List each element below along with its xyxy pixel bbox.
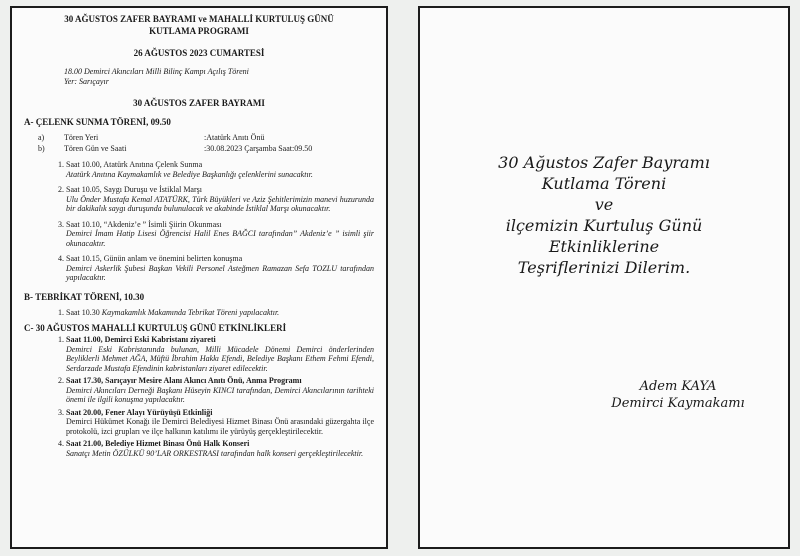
item-detail: Demirci Eski Kabristanında bulunan, Milli Mücadele Dönemi Demirci önderlerinden Beyliklerli Mehmet AĞA, Müftü İbrahim Hakkı Efendi, Belediye Başkanı Ethem Fehmi Efendi, Serdarzade Mustafa Efendinin kabristanları ziyaret edilecektir. xyxy=(66,344,374,373)
list-item xyxy=(66,220,374,249)
meta-key: a) xyxy=(38,133,45,142)
item-title: Saat 10.30 xyxy=(66,307,100,317)
item-detail: Demirci İmam Hatip Lisesi Öğrencisi Halil Enes BAĞCI tarafından” Akdeniz’e ” isimli şiir okunacaktır. xyxy=(66,229,374,248)
section-b-list xyxy=(24,308,374,318)
meta-row xyxy=(38,144,312,155)
section-c-list xyxy=(24,335,374,458)
invitation-page xyxy=(418,6,790,549)
invitation-message xyxy=(420,152,788,278)
meta-label: Tören Yeri xyxy=(64,133,99,142)
section-b-title: B- TEBRİKAT TÖRENİ, 10.30 xyxy=(24,291,145,302)
list-item xyxy=(66,376,374,405)
item-title: 3. Saat 20.00, Fener Alayı Yürüyüşü Etkinliği xyxy=(66,407,213,417)
list-item xyxy=(66,408,374,437)
section-c-title: C- 30 AĞUSTOS MAHALLİ KURTULUŞ GÜNÜ ETKİNLİKLERİ xyxy=(24,323,287,333)
subtitle: 30 AĞUSTOS ZAFER BAYRAMI xyxy=(133,98,265,108)
item-detail: Atatürk Anıtına Kaymakamlık ve Belediye Başkanlığı çelenklerini sunacaktır. xyxy=(66,169,313,179)
invitation-line: 30 Ağustos Zafer Bayramı xyxy=(498,153,710,172)
opening-event xyxy=(64,67,374,86)
opening-event-text: 18.00 Demirci Akıncıları Milli Bilinç Kampı Açılış Töreni xyxy=(64,67,249,76)
item-title: 3. Saat 10.10, “Akdeniz’e ” İsimli Şiirin Okunması xyxy=(66,219,222,229)
item-title: 2. Saat 17.30, Sarıçayır Mesire Alanı Akıncı Anıtı Önü, Anma Programı xyxy=(66,376,302,385)
invitation-line: ve xyxy=(594,195,614,214)
meta-row xyxy=(38,133,312,144)
meta-key: b) xyxy=(38,143,45,153)
section-a-title: A- ÇELENK SUNMA TÖRENİ, 09.50 xyxy=(24,117,171,127)
list-item xyxy=(66,160,374,179)
list-item xyxy=(66,185,374,214)
item-title: 1. Saat 10.00, Atatürk Anıtına Çelenk Sunma xyxy=(66,160,203,169)
list-item xyxy=(66,308,374,318)
signature xyxy=(588,378,768,412)
program-date: 26 AĞUSTOS 2023 CUMARTESİ xyxy=(133,48,265,58)
item-title: 1. Saat 11.00, Demirci Eski Kabristanı ziyareti xyxy=(66,335,216,344)
item-title: 4. Saat 10.15, Günün anlam ve önemini belirten konuşma xyxy=(66,254,243,263)
invitation-line: Teşriflerinizi Dilerim. xyxy=(517,258,691,277)
program-page xyxy=(10,6,388,549)
invitation-line: ilçemizin Kurtuluş Günü xyxy=(505,216,703,235)
section-a-list xyxy=(24,160,374,283)
invitation-line: Etkinliklerine xyxy=(548,237,660,256)
item-detail: Demirci Akıncıları Derneği Başkanı Hüseyin KINCI tarafından, Demirci Akıncılarının tarihteki önemi ile ilgili konuşma yapılacaktır. xyxy=(66,385,374,404)
item-detail: Demirci Hükümet Konağı ile Demirci Belediyesi Hizmet Binası Önü arasındaki güzergahta ilçe protokolü, izci grupları ve ilçe halkının katılımı ile yürüyüş gerçekleştirilecektir. xyxy=(66,417,374,436)
item-detail: Demirci Askerlik Şubesi Başkan Vekili Personel Asteğmen Ramazan Sefa TOZLU tarafından yapılacaktır. xyxy=(66,263,374,282)
item-detail: Kaymakamlık Makamında Tebrikat Töreni yapılacaktır. xyxy=(99,307,280,317)
item-detail: Sanatçı Metin ÖZÜLKÜ 90’LAR ORKESTRASI tarafından halk konseri gerçekleştirilecektir. xyxy=(66,448,364,458)
program-title-line2: KUTLAMA PROGRAMI xyxy=(149,26,249,36)
list-item xyxy=(66,335,374,373)
list-item xyxy=(66,439,374,458)
opening-event-place: Yer: Sarıçayır xyxy=(64,76,109,86)
section-a-meta xyxy=(38,133,312,154)
list-item xyxy=(66,254,374,283)
item-title: 2. Saat 10.05, Saygı Duruşu ve İstiklal Marşı xyxy=(66,185,202,194)
item-title: 4. Saat 21.00, Belediye Hizmet Binası Önü Halk Konseri xyxy=(66,439,250,448)
meta-value: :30.08.2023 Çarşamba Saat:09.50 xyxy=(204,143,313,153)
program-title-line1: 30 AĞUSTOS ZAFER BAYRAMI ve MAHALLİ KURTULUŞ GÜNÜ xyxy=(64,14,334,24)
signature-title: Demirci Kaymakamı xyxy=(611,396,745,411)
signature-name: Adem KAYA xyxy=(639,379,717,394)
item-detail: Ulu Önder Mustafa Kemal ATATÜRK, Türk Büyükleri ve Aziz Şehitlerimizin manevi huzurunda bir dakikalık saygı duruşunda bulunulacak ve akabinde İstiklal Marşı okunacaktır. xyxy=(66,194,374,213)
invitation-line: Kutlama Töreni xyxy=(541,174,667,193)
meta-value: :Atatürk Anıtı Önü xyxy=(204,133,265,142)
meta-label: Tören Gün ve Saati xyxy=(64,143,127,153)
